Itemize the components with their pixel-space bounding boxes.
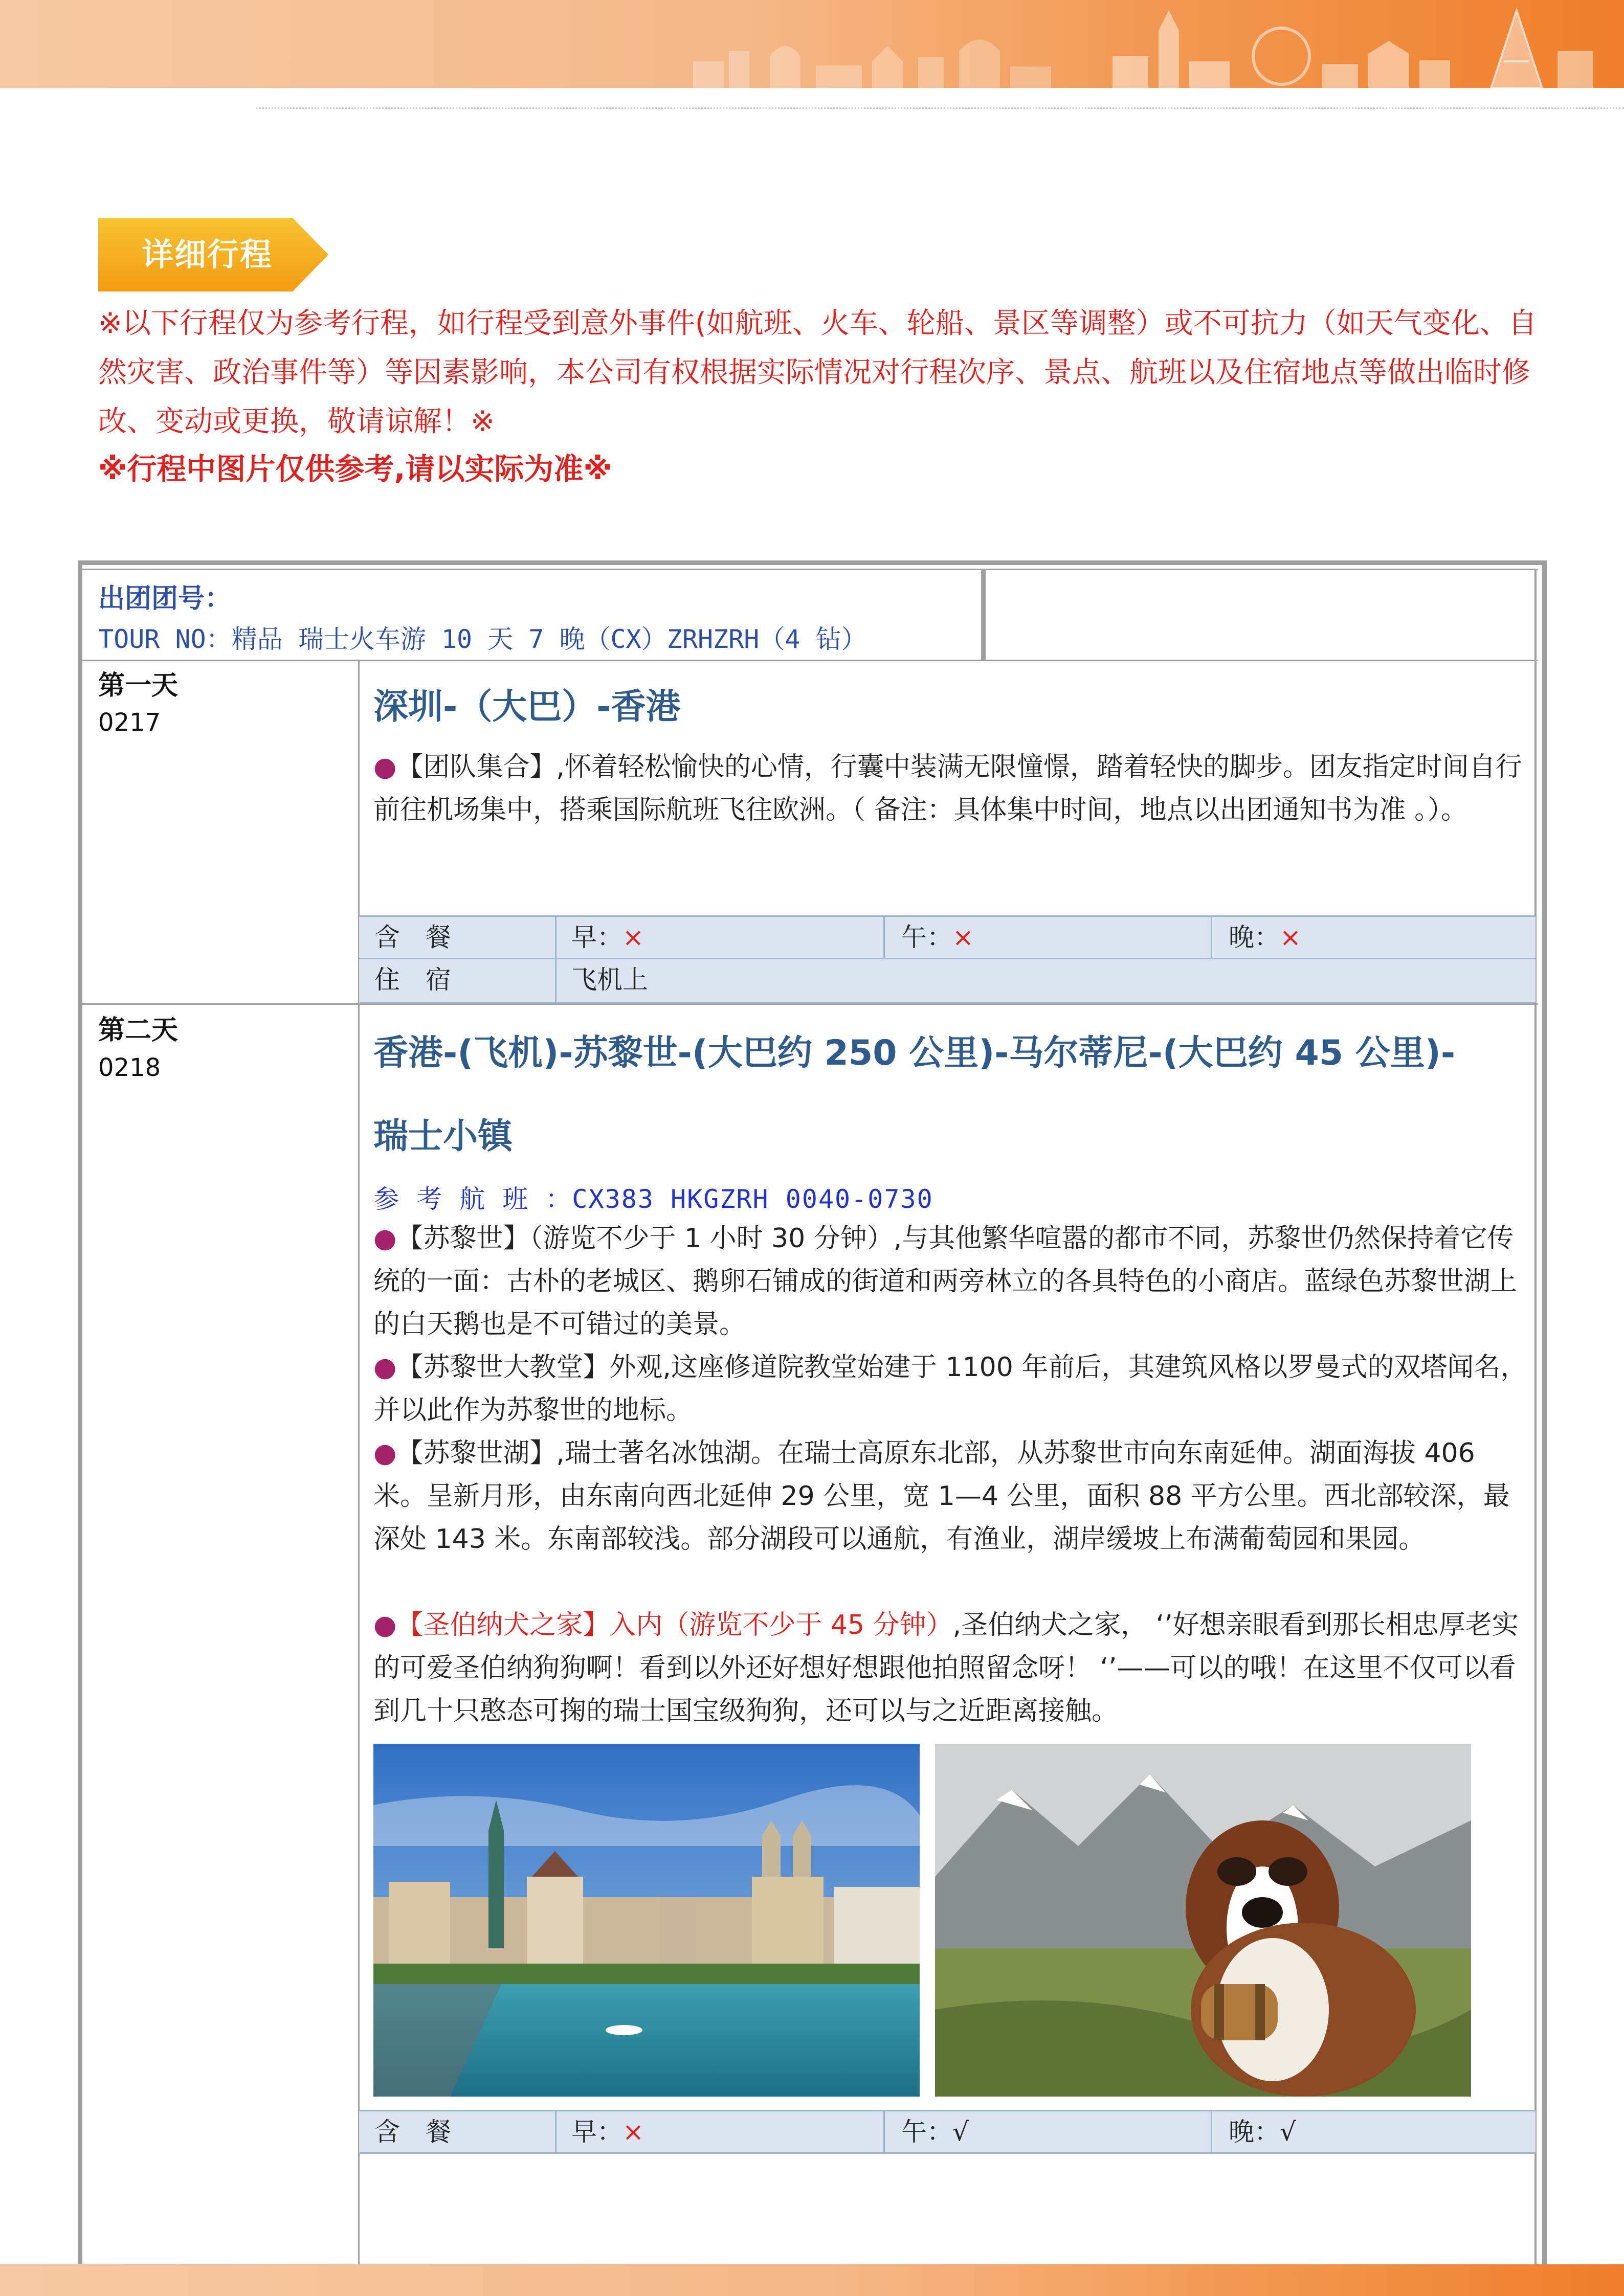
hotel-label: 住 宿 xyxy=(374,965,451,995)
paragraph-title: 【团队集合】 xyxy=(396,752,557,782)
bullet-icon: ● xyxy=(373,1352,397,1383)
day-paragraph xyxy=(373,1217,1534,1346)
lunch-cell: 午：√ xyxy=(901,2117,969,2147)
lunch-cell: 午：× xyxy=(901,922,974,952)
breakfast-value: × xyxy=(622,922,644,952)
day-date: 0217 xyxy=(98,708,161,737)
table-line xyxy=(358,660,360,2296)
tour-label: 出团团号： xyxy=(98,583,232,614)
footer-band xyxy=(0,2264,1624,2296)
day-route: 深圳-（大巴）-香港 xyxy=(373,687,681,727)
lunch-value: √ xyxy=(952,2117,969,2147)
breakfast-value: × xyxy=(622,2117,644,2147)
day-paragraph xyxy=(373,746,1534,831)
header-band xyxy=(0,0,1624,88)
day-paragraph xyxy=(373,1604,1534,1732)
bullet-icon: ● xyxy=(373,1223,397,1254)
meal-row xyxy=(359,2110,1536,2154)
paragraph-text: 外观,这座修道院教堂始建于 1100 年前后，其建筑风格以罗曼式的双塔闻名，并以此作为苏黎世的地标。 xyxy=(373,1352,1527,1426)
breakfast-cell: 早：× xyxy=(571,922,644,952)
section-title: 详细行程 xyxy=(142,236,273,273)
day-name: 第一天 xyxy=(98,670,179,701)
hotel-row xyxy=(359,958,1536,1004)
dinner-value: × xyxy=(1280,922,1301,952)
paragraph-title: 【圣伯纳犬之家】入内（游览不少于 45 分钟） xyxy=(396,1610,953,1640)
paragraph-text: （游览不少于 1 小时 30 分钟）,与其他繁华喧嚣的都市不同，苏黎世仍然保持着它传统的一面：古朴的老城区、鹅卵石铺成的街道和两旁林立的各具特色的小商店。蓝绿色苏黎世湖上的白天鹅也是不可错过的美景。 xyxy=(373,1223,1518,1340)
zurich-photo xyxy=(373,1744,920,2097)
day-date: 0218 xyxy=(98,1053,161,1082)
paragraph-title: 【苏黎世】 xyxy=(396,1223,530,1254)
notice-bold: ※行程中图片仅供参考,请以实际为准※ xyxy=(98,452,612,486)
cell-separator xyxy=(555,959,557,1002)
bullet-icon: ● xyxy=(373,1610,397,1640)
day-name: 第二天 xyxy=(98,1015,179,1046)
flight-info: 参 考 航 班 ：CX383 HKGZRH 0040-0730 xyxy=(373,1184,933,1214)
city-skyline-icon xyxy=(652,0,1624,88)
day-paragraph xyxy=(373,1432,1534,1561)
dinner-cell: 晚：× xyxy=(1229,922,1301,952)
st-bernard-dog-photo xyxy=(935,1744,1471,2097)
dinner-cell: 晚：√ xyxy=(1229,2117,1296,2147)
meal-row xyxy=(359,915,1536,959)
lunch-value: × xyxy=(952,922,974,952)
section-tag xyxy=(98,218,328,291)
cell-separator xyxy=(883,917,885,958)
table-line xyxy=(981,569,986,660)
paragraph-title: 【苏黎世大教堂】 xyxy=(396,1352,610,1383)
tour-number: TOUR NO：精品 瑞士火车游 10 天 7 晚（CX）ZRHZRH（4 钻） xyxy=(98,624,867,654)
day-route-line1: 香港-(飞机)-苏黎世-(大巴约 250 公里)-马尔蒂尼-(大巴约 45 公里)- xyxy=(373,1033,1456,1073)
paragraph-text: ,怀着轻松愉快的心情，行囊中装满无限憧憬，踏着轻快的脚步。团友指定时间自行前往机场集中，搭乘国际航班飞往欧洲。（ 备注：具体集中时间，地点以出团通知书为准 。）。 xyxy=(373,752,1522,825)
table-line xyxy=(82,660,1538,661)
cell-separator xyxy=(1211,2111,1212,2152)
header-divider xyxy=(256,107,1624,109)
table-line xyxy=(1534,569,1537,2296)
day-paragraph xyxy=(373,1346,1534,1432)
meal-label: 含 餐 xyxy=(374,922,451,952)
cell-separator xyxy=(555,917,557,958)
bullet-icon: ● xyxy=(373,1438,397,1469)
paragraph-text: ,圣伯纳犬之家， ‘’好想亲眼看到那长相忠厚老实的可爱圣伯纳狗狗啊！看到以外还好想好想跟他拍照留念呀！ ‘’——可以的哦！在这里不仅可以看到几十只憨态可掬的瑞士国宝级狗狗，还可以与之近距离接触。 xyxy=(373,1610,1519,1726)
paragraph-title: 【苏黎世湖】 xyxy=(396,1438,557,1469)
cell-separator xyxy=(883,2111,885,2152)
cell-separator xyxy=(1211,917,1212,958)
day-route-line2: 瑞士小镇 xyxy=(373,1116,513,1157)
table-line xyxy=(82,569,1538,570)
dinner-value: √ xyxy=(1280,2117,1296,2147)
meal-label: 含 餐 xyxy=(374,2117,451,2147)
notice-text: ※以下行程仅为参考行程，如行程受到意外事件(如航班、火车、轮船、景区等调整）或不可抗力（如天气变化、自然灾害、政治事件等）等因素影响，本公司有权根据实际情况对行程次序、景点、航班以及住宿地点等做出临时修改、变动或更换，敬请谅解！※ xyxy=(98,307,1537,438)
cell-separator xyxy=(555,2111,557,2152)
paragraph-text: ,瑞士著名冰蚀湖。在瑞士高原东北部，从苏黎世市向东南延伸。湖面海拔 406 米。呈新月形，由东南向西北延伸 29 公里，宽 1—4 公里，面积 88 平方公里。西北部较深，最深处 143 米。东南部较浅。部分湖段可以通航，有渔业，湖岸缓坡上布满葡萄园和果园。 xyxy=(373,1438,1510,1555)
breakfast-cell: 早：× xyxy=(571,2117,644,2147)
hotel-value: 飞机上 xyxy=(571,965,648,995)
bullet-icon: ● xyxy=(373,752,397,782)
